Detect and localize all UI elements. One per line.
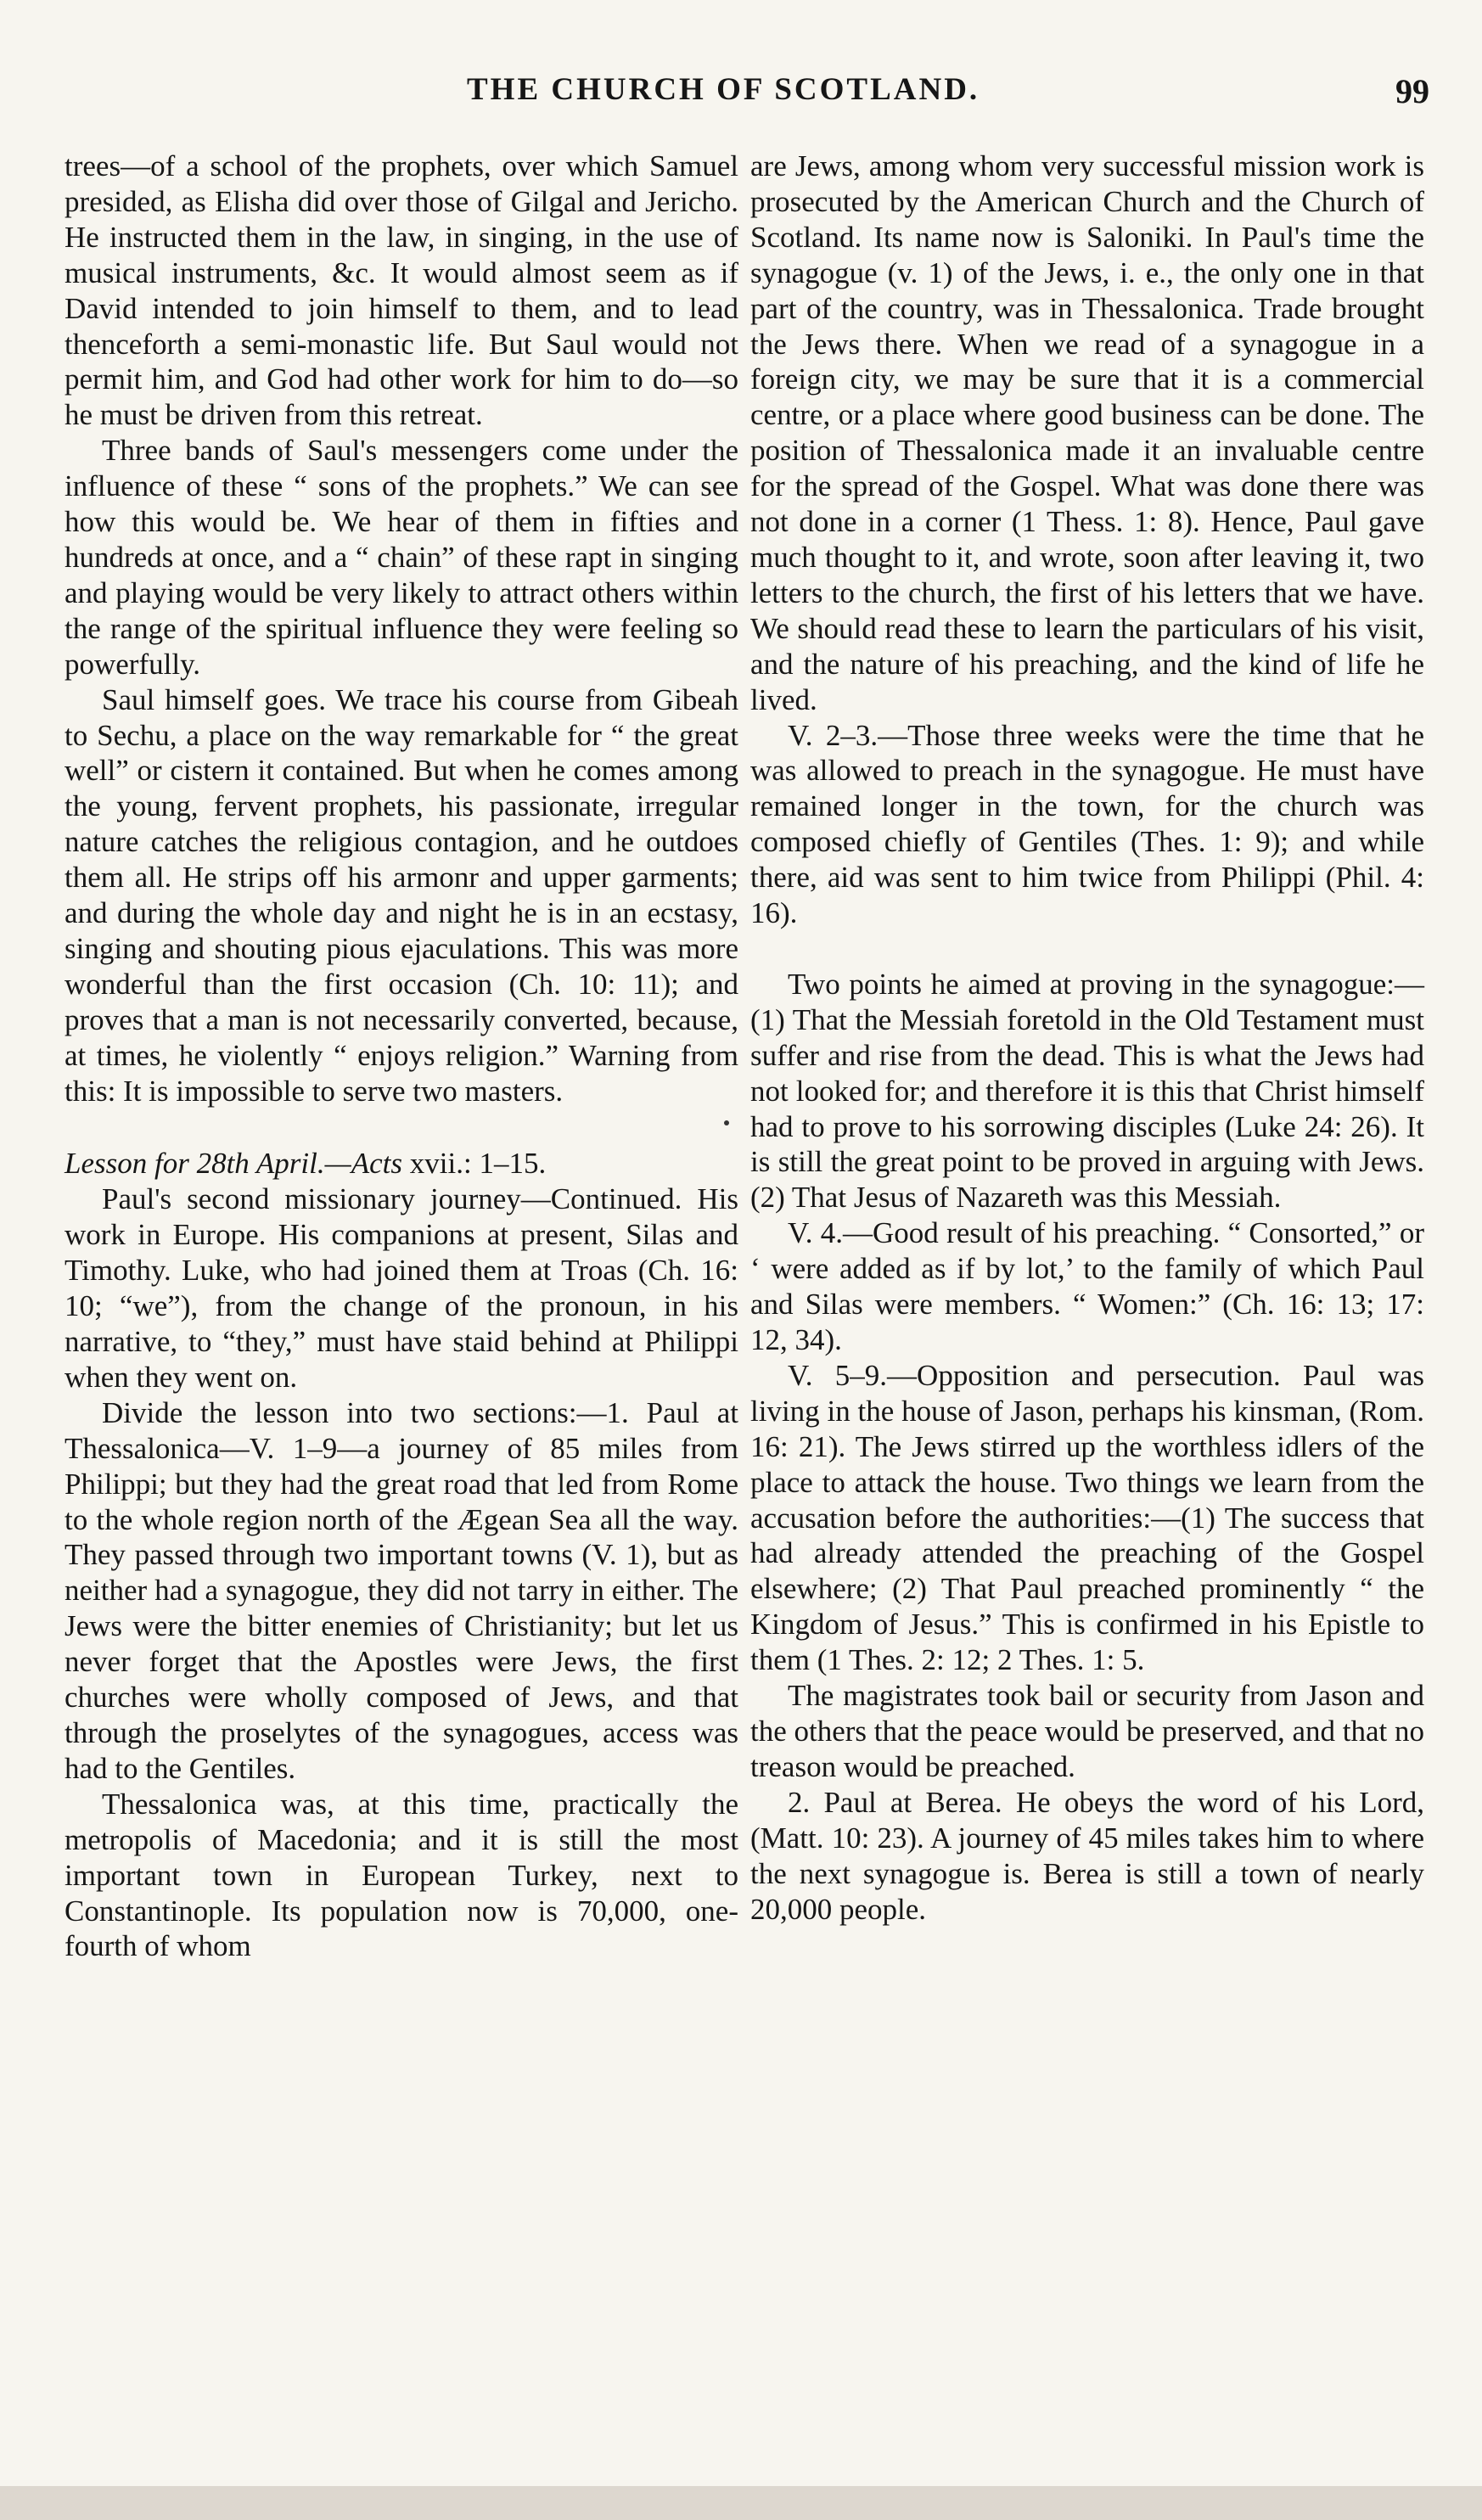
paragraph: Thessalonica was, at this time, practically the metropolis of Macedonia; and it is still the most important town in European Turkey, next to Constantinople. Its population now is 70,000, one-fourth of whom (65, 1787, 738, 1963)
lesson-heading-date: Lesson for 28th April.—Acts (65, 1147, 403, 1181)
paragraph: V. 4.—Good result of his preaching. “ Consorted,” or ‘ were added as if by lot,’ to the family of which Paul and Silas were members. “ Women:” (Ch. 16: 13; 17: 12, 34). (750, 1216, 1424, 1356)
paragraph: Two points he aimed at proving in the synagogue:—(1) That the Messiah foretold in the Old Testament must suffer and rise from the dead. This is what the Jews had not looked for; and therefore it is this that Christ himself had to prove to his sorrowing disciples (Luke 24: 26). It is still the great point to be proved in arguing with Jews. (2) That Jesus of Nazareth was this Messiah. (750, 967, 1424, 1215)
paragraph: The magistrates took bail or security from Jason and the others that the peace would be preserved, and that no treason would be preached. (750, 1679, 1425, 1783)
paragraph: V. 2–3.—Those three weeks were the time that he was allowed to preach in the synagogue. He must have remained longer in the town, for the church was composed chiefly of Gentiles (Thes. 1: 9); and while there, aid was sent to him twice from Philippi (Phil. 4: 16). (750, 718, 1424, 930)
paragraph: Paul's second missionary journey—Continued. His work in Europe. His companions at present, Silas and Timothy. Luke, who had joined them at Troas (Ch. 16: 10; “we”), from the change of the pronoun, in his narrative, to “they,” must have staid behind at Philippi when they went on. (65, 1182, 738, 1394)
paragraph: V. 5–9.—Opposition and persecution. Paul was living in the house of Jason, perhaps his kinsman, (Rom. 16: 21). The Jews stirred up the worthless idlers of the place to attack the house. Two things we learn from the accusation before the authorities:—(1) The success that had already attended the preaching of the Gospel elsewhere; (2) That Paul preached prominently “ the Kingdom of Jesus.” This is confirmed in his Epistle to them (1 Thes. 2: 12; 2 Thes. 1: 5. (750, 1358, 1424, 1677)
paragraph: 2. Paul at Berea. He obeys the word of his Lord, (Matt. 10: 23). A journey of 45 miles takes him to where the next synagogue is. Berea is still a town of nearly 20,000 people. (750, 1785, 1424, 1926)
page-number: 99 (1395, 72, 1429, 110)
lesson-heading (65, 1146, 738, 1181)
running-title: THE CHURCH OF SCOTLAND. (467, 72, 980, 107)
paragraph: are Jews, among whom very successful mission work is prosecuted by the American Church and the Church of Scotland. Its name now is Saloniki. In Paul's time the synagogue (v. 1) of the Jews, i. e., the only one in that part of the country, was in Thessalonica. Trade brought the Jews there. When we read of a synagogue in a foreign city, we may be sure that it is a commercial centre, or a place where good business can be done. The position of Thessalonica made it an invaluable centre for the spread of the Gospel. What was done there was not done in a corner (1 Thess. 1: 8). Hence, Paul gave much thought to it, and wrote, soon after leaving it, two letters to the church, the first of his letters that we have. We should read these to learn the particulars of his visit, and the nature of his preaching, and the kind of life he lived. (750, 149, 1424, 716)
lesson-heading-ref: xvii.: 1–15. (402, 1147, 547, 1181)
paragraph: Three bands of Saul's messengers come under the influence of these “ sons of the prophets.” We can see how this would be. We hear of them in fifties and hundreds at once, and a “ chain” of these rapt in singing and playing would be very likely to attract others within the range of the spiritual influence they were feeling so powerfully. (65, 434, 738, 681)
paragraph: Saul himself goes. We trace his course from Gibeah to Sechu, a place on the way remarkable for “ the great well” or cistern it contained. But when he comes among the young, fervent prophets, his passionate, irregular nature catches the religious contagion, and he outdoes them all. He strips off his armonr and upper garments; and during the whole day and night he is in an ecstasy, singing and shouting pious ejaculations. This was more wonderful than the first occasion (Ch. 10: 11); and proves that a man is not necessarily converted, because, at times, he violently “ enjoys religion.” Warning from this: It is impossible to serve two masters. (65, 682, 738, 1108)
paragraph: Divide the lesson into two sections:—1. Paul at Thessalonica—V. 1–9—a journey of 85 miles from Philippi; but they had the great road that led from Rome to the whole region north of the Ægean Sea all the way. They passed through two important towns (V. 1), but as neither had a synagogue, they did not tarry in either. The Jews were the bitter enemies of Christianity; but let us never forget that the Apostles were Jews, the first churches were wholly composed of Jews, and that through the proselytes of the synagogues, access was had to the Gentiles. (65, 1395, 738, 1785)
running-head (68, 71, 1429, 122)
left-column (65, 149, 738, 1964)
paragraph: trees—of a school of the prophets, over which Samuel presided, as Elisha did over those of Gilgal and Jericho. He instructed them in the law, in singing, in the use of musical instruments, &c. It would almost seem as if David intended to join himself to them, and to lead thenceforth a semi-monastic life. But Saul would not permit him, and God had other work for him to do—so he must be driven from this retreat. (65, 149, 738, 432)
scan-edge (0, 2486, 1482, 2520)
column-dot (724, 1120, 729, 1125)
right-column (750, 149, 1424, 1927)
